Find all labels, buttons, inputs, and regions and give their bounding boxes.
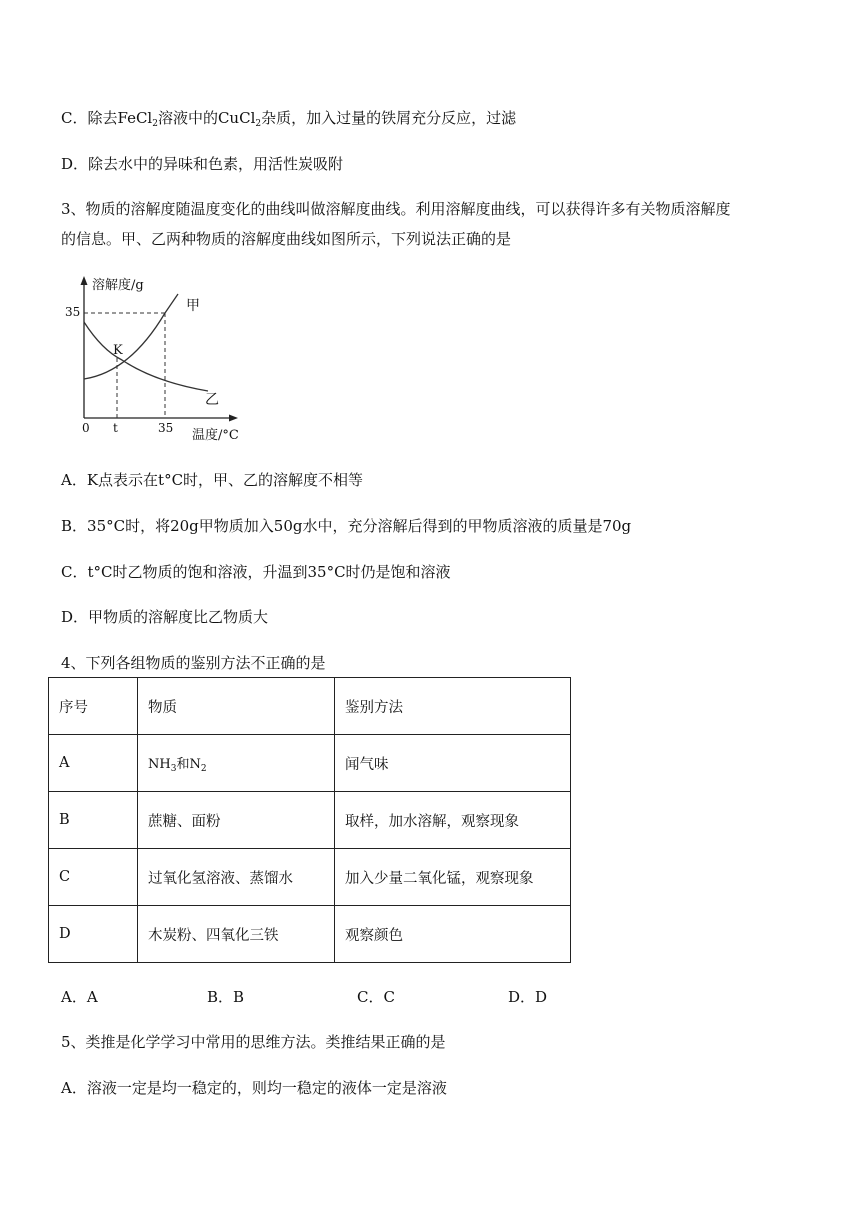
q4-stem: 4、下列各组物质的鉴别方法不正确的是 [61,654,326,672]
table-row [49,792,571,849]
q5-stem: 5、类推是化学学习中常用的思维方法。类推结果正确的是 [61,1033,446,1051]
row-id: A [49,735,138,792]
row-method: 观察颜色 [335,906,571,963]
q3-stem-line2: 的信息。甲、乙两种物质的溶解度曲线如图所示，下列说法正确的是 [61,230,512,248]
row-method: 闻气味 [335,735,571,792]
curve-yi [84,322,208,391]
row-id: C [49,849,138,906]
q2-option-d: D．除去水中的异味和色素，用活性炭吸附 [61,155,344,173]
table-row [49,735,571,792]
row-id: D [49,906,138,963]
q3-option-d: D．甲物质的溶解度比乙物质大 [61,608,269,626]
q4-option-a: A．A [61,988,98,1006]
x-tick-t: t [113,421,118,435]
q3-stem-line1: 3、物质的溶解度随温度变化的曲线叫做溶解度曲线。利用溶解度曲线，可以获得许多有关物质溶解度 [61,200,731,218]
header-id: 序号 [49,678,138,735]
header-substance: 物质 [138,678,335,735]
q3-option-c: C．t°C时乙物质的饱和溶液，升温到35°C时仍是饱和溶液 [61,563,451,581]
row-substance: 木炭粉、四氧化三铁 [138,906,335,963]
series-yi-label: 乙 [205,392,219,408]
solubility-chart [60,272,260,447]
q2-option-c: C．除去FeCl$_2$溶液中的CuCl$_2$杂质，加入过量的铁屑充分反应，过滤 [61,109,517,129]
table-row [49,849,571,906]
row-method: 加入少量二氧化锰，观察现象 [335,849,571,906]
row-substance: 蔗糖、面粉 [138,792,335,849]
q3-option-a: A．K点表示在t°C时，甲、乙的溶解度不相等 [61,471,364,489]
q4-options [61,986,661,1006]
x-tick-0: 0 [82,421,90,435]
q4-option-b: B．B [207,988,245,1006]
row-method: 取样，加水溶解，观察现象 [335,792,571,849]
q5-option-a: A．溶液一定是均一稳定的，则均一稳定的液体一定是溶液 [61,1079,447,1097]
series-jia-label: 甲 [186,298,200,314]
q4-option-c: C．C [357,988,395,1006]
y-axis-label: 溶解度/g [92,278,144,293]
row-substance: 过氧化氢溶液、蒸馏水 [138,849,335,906]
q3-option-b: B．35°C时，将20g甲物质加入50g水中，充分溶解后得到的甲物质溶液的质量是70g [61,517,632,535]
table-header-row [49,678,571,735]
point-k-label: K [113,343,123,358]
q4-option-d: D．D [508,988,548,1006]
table-row [49,906,571,963]
header-method: 鉴别方法 [335,678,571,735]
x-tick-35: 35 [158,421,174,435]
identification-table [48,677,571,963]
y-axis-arrow [81,276,88,285]
row-substance: $NH_3$和$N_2$ [138,735,335,792]
x-axis-label: 温度/°C [192,428,239,443]
row-id: B [49,792,138,849]
x-axis-arrow [229,415,238,422]
y-tick-label: 35 [65,305,81,319]
